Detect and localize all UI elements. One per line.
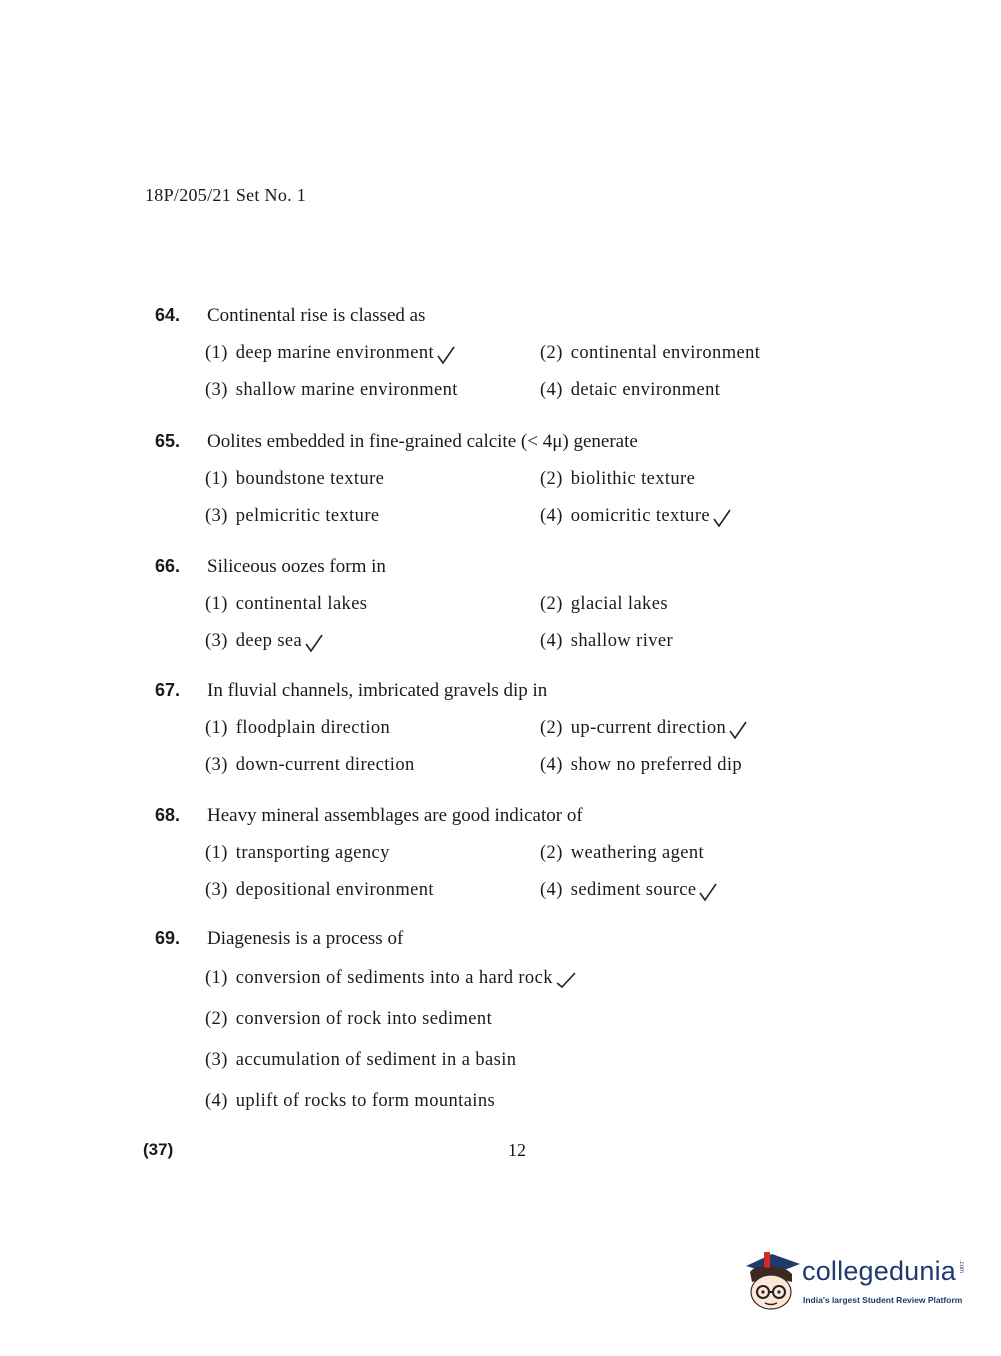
option-1: (1) transporting agency <box>205 843 390 863</box>
option-1: (1) conversion of sediments into a hard rock <box>205 963 855 1004</box>
footer-code: (37) <box>143 1140 174 1159</box>
option-2: (2) biolithic texture <box>540 469 696 489</box>
logo-tagline: India's largest Student Review Platform <box>803 1295 963 1305</box>
question-number: 69. <box>155 928 181 948</box>
page-number: 12 <box>508 1140 526 1160</box>
option-1: (1) boundstone texture <box>205 469 385 489</box>
option-4: (4) sediment source <box>540 875 719 905</box>
option-3: (3) accumulation of sediment in a basin <box>205 1050 517 1070</box>
question-text: Siliceous oozes form in <box>207 556 386 577</box>
option-3: (3) down-current direction <box>205 755 415 775</box>
question-64 <box>155 300 855 412</box>
question-66 <box>155 551 855 663</box>
option-2: (2) up-current direction <box>540 713 749 743</box>
option-3: (3) pelmicritic texture <box>205 506 380 526</box>
question-number: 66. <box>155 556 181 576</box>
question-number: 67. <box>155 680 181 700</box>
question-68 <box>155 800 855 912</box>
option-2: (2) glacial lakes <box>540 594 668 614</box>
option-3: (3) deep sea <box>205 626 325 656</box>
option-2: (2) conversion of rock into sediment <box>205 1009 493 1029</box>
option-4: (4) uplift of rocks to form mountains <box>205 1091 496 1111</box>
option-1: (1) deep marine environment <box>205 338 457 368</box>
question-67 <box>155 675 855 787</box>
tick-mark-icon <box>727 717 749 741</box>
mascot-icon <box>742 1250 802 1312</box>
collegedunia-logo[interactable] <box>742 1250 972 1315</box>
option-4: (4) oomicritic texture <box>540 501 733 531</box>
option-2: (2) weathering agent <box>540 843 705 863</box>
question-text: Heavy mineral assemblages are good indicator of <box>207 805 583 826</box>
option-4: (4) shallow river <box>540 631 674 651</box>
question-number: 68. <box>155 805 181 825</box>
question-text: Diagenesis is a process of <box>207 928 404 949</box>
paper-code-header: 18P/205/21 Set No. 1 <box>145 185 307 205</box>
tick-mark-icon <box>435 342 457 366</box>
question-text: Continental rise is classed as <box>207 305 426 326</box>
question-text: In fluvial channels, imbricated gravels dip in <box>207 680 548 701</box>
tick-mark-icon <box>303 630 325 654</box>
option-2: (2) continental environment <box>540 343 761 363</box>
question-69 <box>155 923 855 1127</box>
option-3: (3) shallow marine environment <box>205 380 458 400</box>
logo-dotcom: .com <box>958 1260 964 1274</box>
option-4: (4) detaic environment <box>540 380 721 400</box>
question-65 <box>155 426 855 538</box>
question-number: 64. <box>155 305 181 325</box>
option-4: (4) show no preferred dip <box>540 755 743 775</box>
option-1: (1) continental lakes <box>205 594 368 614</box>
tick-mark-icon <box>711 505 733 529</box>
tick-mark-icon <box>554 967 578 991</box>
question-number: 65. <box>155 431 181 451</box>
option-1: (1) floodplain direction <box>205 718 391 738</box>
logo-wordmark: collegedunia <box>802 1256 957 1286</box>
question-text: Oolites embedded in fine-grained calcite (< 4μ) generate <box>207 431 638 452</box>
option-3: (3) depositional environment <box>205 880 434 900</box>
tick-mark-icon <box>697 879 719 903</box>
